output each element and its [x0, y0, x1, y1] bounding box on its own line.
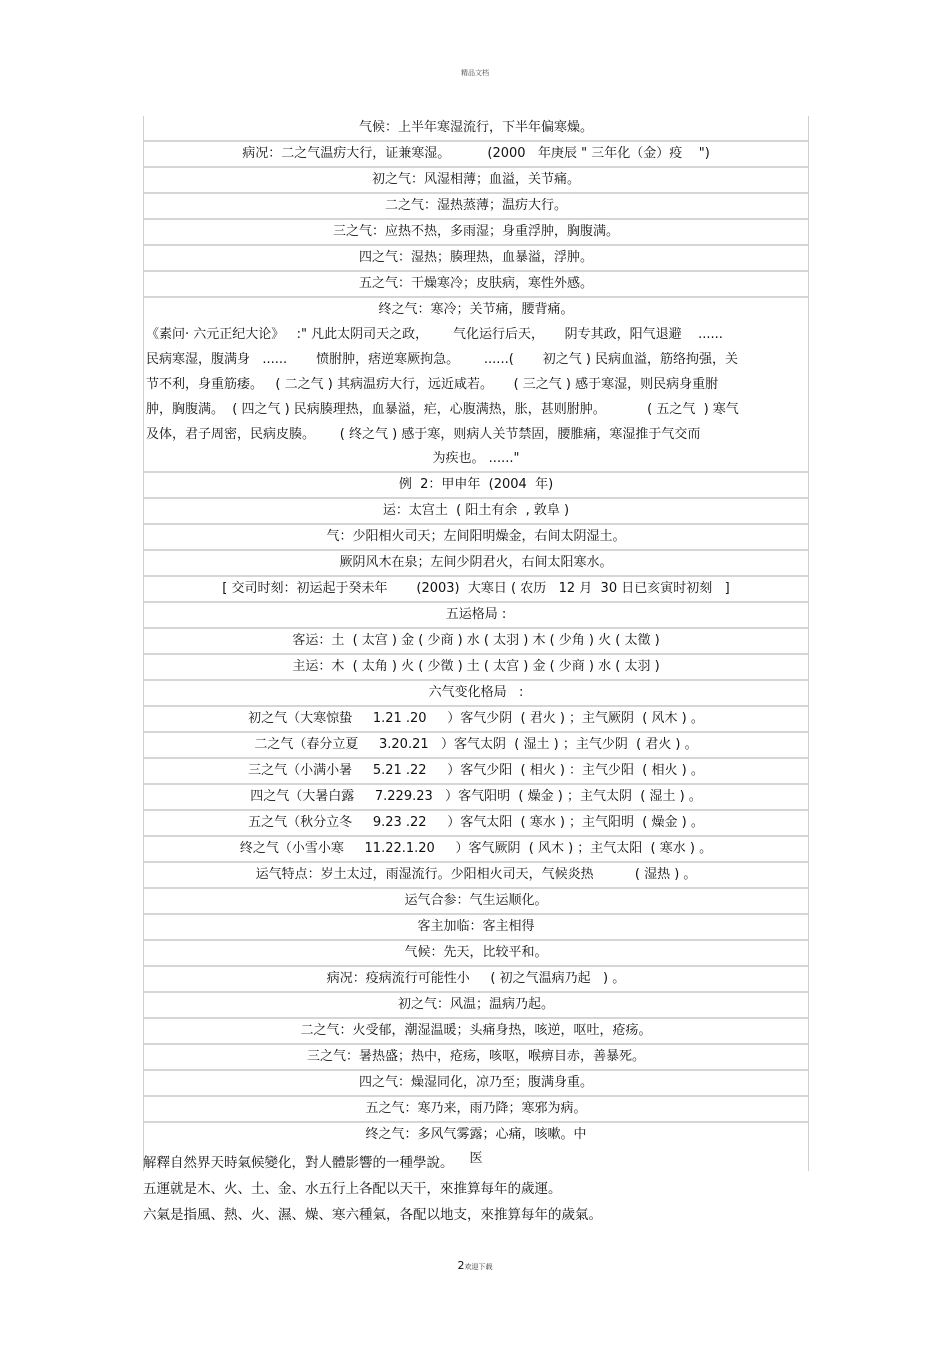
definition-section — [143, 1150, 807, 1228]
table-row: 气候：上半年寒湿流行，下半年偏寒燥。 — [144, 116, 808, 142]
table-row: 厥阴风木在泉；左间少阴君火，右间太阳寒水。 — [144, 551, 808, 577]
table-row: 运气合参：气生运顺化。 — [144, 889, 808, 915]
table-row: 五之气（秋分立冬 9.23 .22 ）客气太阳 ( 寒水 ) ；主气阳明 ( 燥金 ) 。 — [144, 811, 808, 837]
table-row: 五运格局 : — [144, 603, 808, 629]
table-row: 为疾也。 ......" — [144, 447, 808, 473]
table-row: 二之气：火受郁，潮湿温暖；头痛身热，咳逆，呕吐，疮疡。 — [144, 1019, 808, 1045]
table-row: 终之气：多风气雾露；心痛，咳嗽。中 — [365, 1127, 587, 1142]
quotation-paragraph — [144, 322, 808, 447]
table-row: 气：少阳相火司天；左间阳明燥金，右间太阴湿土。 — [144, 525, 808, 551]
table-row: 气候：先天，比较平和。 — [144, 941, 808, 967]
table-row: 病况：二之气温疠大行，证兼寒湿。 (2000 年庚辰 " 三年化（金）疫 ") — [144, 142, 808, 168]
table-row: 客运：土 ( 太宫 ) 金 ( 少商 ) 水 ( 太羽 ) 木 ( 少角 ) 火 ( 太徵 ) — [144, 629, 808, 655]
page-header: 精品文档 — [461, 69, 489, 77]
table-row: 三之气：应热不热，多雨湿；身重浮肿，胸腹满。 — [144, 220, 808, 246]
table-row: 医 — [469, 1151, 483, 1166]
table-row: 四之气：湿热；腠理热，血暴溢，浮肿。 — [144, 246, 808, 272]
table-row: [ 交司时刻：初运起于癸未年 (2003) 大寒日 ( 农历 12 月 30 日已亥寅时初刻 ] — [144, 577, 808, 603]
table-row: 四之气（大暑白露 7.229.23 ）客气阳明 ( 燥金 ) ；主气太阴 ( 湿土 ) 。 — [144, 785, 808, 811]
paragraph-line: 《素问· 六元正纪大论》 :" 凡此太阴司天之政， 气化运行后天， 阴专其政，阳气退避 ...... — [146, 327, 723, 342]
table-row: 五之气：干燥寒冷；皮肤病，寒性外感。 — [144, 272, 808, 298]
table-row: 主运：木 ( 太角 ) 火 ( 少徵 ) 土 ( 太宫 ) 金 ( 少商 ) 水 ( 太羽 ) — [144, 655, 808, 681]
paragraph-line: 民病寒湿，腹满身 ...... 愤胕肿，痞逆寒厥拘急。 ......( 初之气 ) 民病血溢，筋络拘强，关 — [146, 352, 739, 367]
table-row: 四之气：燥湿同化，凉乃至；腹满身重。 — [144, 1071, 808, 1097]
table-row: 病况：疫病流行可能性小 ( 初之气温病乃起 ) 。 — [144, 967, 808, 993]
paragraph-line: 及体，君子周密，民病皮腠。 ( 终之气 ) 感于寒，则病人关节禁固，腰脽痛，寒湿推于气交而 — [146, 427, 701, 442]
table-row: 终之气（小雪小寒 11.22.1.20 ）客气厥阴 ( 风木 ) ；主气太阳 ( 寒水 ) 。 — [144, 837, 808, 863]
table-row: 初之气：风湿相薄；血溢，关节痛。 — [144, 168, 808, 194]
page-number: 2 — [457, 1259, 465, 1272]
table-row: 运气特点：岁土太过，雨湿流行。少阳相火司天，气候炎热 ( 湿热 ) 。 — [144, 863, 808, 889]
footer-text: 欢迎下载 — [464, 1263, 493, 1271]
content-table — [143, 116, 809, 1171]
table-row: 初之气：风温；温病乃起。 — [144, 993, 808, 1019]
table-row: 初之气（大寒惊蛰 1.21 .20 ）客气少阴 ( 君火 ) ；主气厥阴 ( 风木 ) 。 — [144, 707, 808, 733]
table-row: 二之气：湿热蒸薄；温疠大行。 — [144, 194, 808, 220]
table-row: 三之气：暑热盛；热中，疮疡，咳呕，喉痹目赤，善暴死。 — [144, 1045, 808, 1071]
table-row: 例 2：甲申年 (2004 年) — [144, 473, 808, 499]
table-row: 五之气：寒乃来，雨乃降；寒邪为病。 — [144, 1097, 808, 1123]
paragraph-line: 节不利，身重筋痿。 ( 二之气 ) 其病温疠大行，远近咸若。 ( 三之气 ) 感于寒湿，则民病身重胕 — [146, 377, 719, 392]
table-row: 二之气（春分立夏 3.20.21 ）客气太阴 ( 湿土 ) ；主气少阴 ( 君火 ) 。 — [144, 733, 808, 759]
table-row: 运：太宫土 ( 阳土有余 , 敦阜 ) — [144, 499, 808, 525]
table-row: 三之气（小满小暑 5.21 .22 ）客气少阳 ( 相火 ) ：主气少阳 ( 相火 ) 。 — [144, 759, 808, 785]
definition-line: 五運就是木、火、土、金、水五行上各配以天干，來推算每年的歲運。 — [143, 1181, 562, 1197]
table-row: 终之气：寒冷；关节痛，腰背痛。 — [378, 302, 574, 317]
table-row: 客主加临：客主相得 — [144, 915, 808, 941]
paragraph-line: 肿，胸腹满。 ( 四之气 ) 民病腠理热，血暴溢，疟，心腹满热，胀，甚则胕肿。 ( 五之气 ) 寒气 — [146, 402, 739, 417]
definition-line: 六氣是指風、熱、火、濕、燥、寒六種氣，各配以地支，來推算每年的歲氣。 — [143, 1207, 602, 1223]
page-footer — [0, 1259, 950, 1272]
definition-line: 解釋自然界天時氣候變化，對人體影響的一種學說。 — [143, 1155, 454, 1171]
table-row: 六气变化格局 : — [144, 681, 808, 707]
